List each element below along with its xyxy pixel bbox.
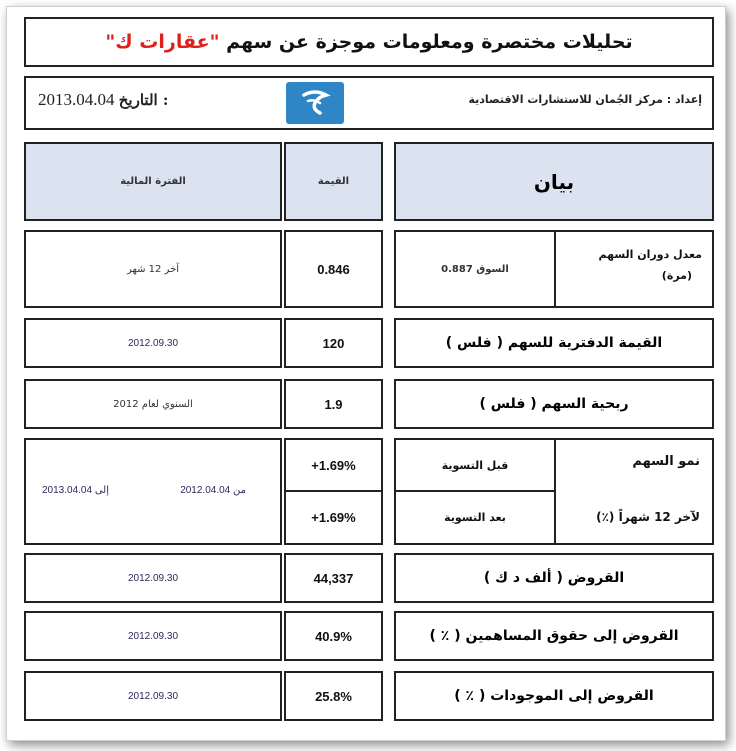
growth-before-value: +1.69% — [311, 457, 356, 473]
book-value-period: 2012.09.30 — [127, 337, 179, 349]
book-value-value: 120 — [322, 335, 345, 351]
report-date — [38, 90, 238, 110]
header-period-label: الفترة المالية — [120, 176, 186, 187]
loans-assets-period-cell — [24, 671, 282, 721]
loans-equity-label-cell — [394, 611, 714, 661]
loans-equity-period-cell — [24, 611, 282, 661]
growth-label: نمو السهم — [632, 454, 700, 469]
title-quote-open: " — [209, 31, 220, 53]
growth-after-value-cell — [284, 490, 383, 545]
turnover-label-cell — [554, 230, 714, 308]
loans-value-cell — [284, 553, 383, 603]
eps-period-cell — [24, 379, 282, 429]
book-value-period-cell — [24, 318, 282, 368]
growth-unit: لآخر 12 شهراً (٪) — [596, 510, 700, 524]
date-value: 2013.04.04 — [38, 90, 115, 109]
turnover-period: آخر 12 شهر — [126, 263, 180, 275]
book-value-label-cell — [394, 318, 714, 368]
growth-after-label: بعد التسوية — [444, 511, 506, 524]
eps-label: ربحية السهم ( فلس ) — [479, 396, 629, 412]
header-value-label: القيمة — [317, 176, 350, 187]
book-value-value-cell — [284, 318, 383, 368]
eps-value-cell — [284, 379, 383, 429]
growth-before-label-cell — [394, 438, 556, 492]
company-name: عقارات ك — [115, 31, 210, 53]
date-label: التاريخ : — [118, 91, 169, 109]
turnover-label: معدل دوران السهم — [598, 248, 702, 261]
turnover-unit: (مرة) — [661, 269, 692, 282]
turnover-period-cell — [24, 230, 282, 308]
turnover-value: 0.846 — [317, 261, 350, 277]
loans-equity-value-cell — [284, 611, 383, 661]
loans-assets-label-cell — [394, 671, 714, 721]
loans-assets-label: القروض إلى الموجودات ( ٪ ) — [454, 688, 654, 704]
loans-assets-value-cell — [284, 671, 383, 721]
header-statement — [394, 142, 714, 221]
center-logo — [286, 82, 344, 124]
growth-period-cell — [24, 438, 282, 545]
growth-period-from: من 2012.04.04 — [180, 485, 246, 496]
eps-period: السنوي لعام 2012 — [113, 398, 193, 410]
loans-assets-value: 25.8% — [315, 688, 352, 704]
loans-assets-period: 2012.09.30 — [127, 690, 179, 702]
turnover-market: السوق 0.887 — [441, 263, 509, 275]
growth-label-cell — [554, 438, 714, 545]
prepared-by: إعداد : مركز الجُمان للاستشارات الاقتصادية — [468, 93, 702, 106]
growth-period-to: إلى 2013.04.04 — [42, 485, 110, 496]
loans-equity-period: 2012.09.30 — [127, 630, 179, 642]
turnover-market-cell — [394, 230, 556, 308]
growth-after-label-cell — [394, 490, 556, 545]
turnover-value-cell — [284, 230, 383, 308]
header-value — [284, 142, 383, 221]
title-prefix: تحليلات مختصرة ومعلومات موجزة عن سهم — [226, 31, 633, 53]
header-statement-label: بيان — [533, 169, 575, 194]
loans-period: 2012.09.30 — [127, 572, 179, 584]
book-value-label: القيمة الدفترية للسهم ( فلس ) — [445, 335, 663, 351]
loans-label-cell — [394, 553, 714, 603]
eps-value: 1.9 — [324, 396, 343, 412]
loans-value: 44,337 — [313, 570, 354, 586]
page-title — [105, 31, 632, 53]
loans-period-cell — [24, 553, 282, 603]
title-box — [24, 17, 714, 67]
logo-glyph-icon — [298, 87, 332, 119]
growth-before-label: قبل التسوية — [441, 458, 509, 472]
title-quote-close: " — [105, 31, 116, 53]
eps-label-cell — [394, 379, 714, 429]
loans-label: القروض ( ألف د ك ) — [483, 570, 625, 586]
loans-equity-value: 40.9% — [315, 628, 352, 644]
growth-before-value-cell — [284, 438, 383, 492]
growth-after-value: +1.69% — [311, 510, 356, 525]
loans-equity-label: القروض إلى حقوق المساهمين ( ٪ ) — [429, 628, 679, 644]
header-period — [24, 142, 282, 221]
